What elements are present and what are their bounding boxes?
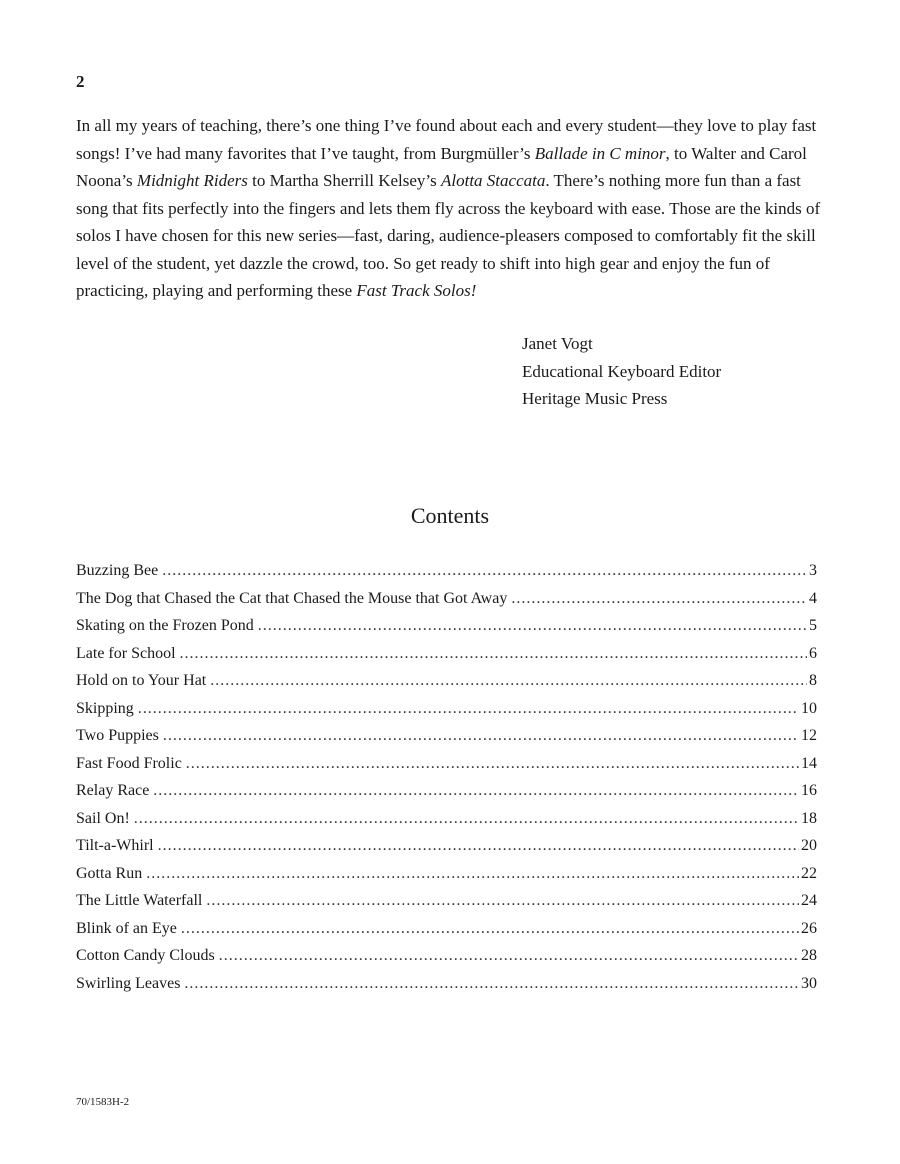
- toc-dot-leader: [158, 832, 799, 860]
- toc-entry-page: 24: [801, 892, 817, 909]
- intro-italic-title: Fast Track Solos!: [356, 281, 477, 300]
- toc-entry: [76, 860, 817, 888]
- page-number: 2: [76, 72, 85, 91]
- toc-dot-leader: [184, 970, 799, 998]
- intro-text-segment: to Martha Sherrill Kelsey’s: [247, 171, 441, 190]
- toc-entry: [76, 970, 817, 998]
- toc-entry: [76, 915, 817, 943]
- toc-entry-page: 30: [801, 974, 817, 992]
- toc-entry-page: 20: [801, 837, 817, 854]
- intro-text-segment: , to Walter and Carol Noona’s: [76, 143, 807, 190]
- toc-dot-leader: [210, 667, 807, 695]
- toc-entry-title: Relay Race: [76, 782, 150, 799]
- toc-entry-title: Hold on to Your Hat: [76, 672, 207, 689]
- toc-dot-leader: [206, 887, 799, 915]
- toc-dot-leader: [219, 942, 799, 970]
- intro-italic-title: Midnight Riders: [136, 171, 248, 190]
- toc-dot-leader: [258, 612, 807, 640]
- toc-entry-page: 10: [801, 699, 817, 717]
- toc-dot-leader: [163, 722, 799, 750]
- toc-dot-leader: [186, 750, 799, 778]
- toc-entry-page: 16: [801, 782, 817, 799]
- toc-entry: [76, 722, 817, 750]
- intro-italic-title: Ballade in C minor: [534, 143, 666, 163]
- intro-italic-title: Alotta Staccata: [441, 171, 546, 190]
- toc-entry: [76, 887, 817, 915]
- intro-paragraph: [76, 112, 836, 305]
- toc-dot-leader: [511, 585, 807, 613]
- intro-text: [76, 112, 836, 305]
- toc-entry-page: 12: [801, 727, 817, 744]
- toc-entry-title: Swirling Leaves: [76, 974, 181, 992]
- toc-entry: [76, 585, 817, 613]
- toc-entry-title: Fast Food Frolic: [76, 754, 182, 772]
- toc-entry: [76, 777, 817, 805]
- toc-entry: [76, 750, 817, 778]
- toc-entry-title: Sail On!: [76, 809, 130, 827]
- toc-entry-page: 6: [809, 644, 817, 662]
- toc-entry-title: Blink of an Eye: [76, 919, 177, 937]
- toc-dot-leader: [146, 860, 799, 888]
- toc-dot-leader: [180, 640, 807, 668]
- toc-entry-page: 28: [801, 947, 817, 964]
- toc-entry: [76, 557, 817, 585]
- toc-entry-page: 4: [809, 589, 817, 607]
- toc-entry: [76, 832, 817, 860]
- toc-entry: [76, 805, 817, 833]
- toc-entry-title: The Little Waterfall: [76, 892, 203, 909]
- contents-heading: Contents: [410, 503, 490, 528]
- toc-entry-title: The Dog that Chased the Cat that Chased the Mouse that Got Away: [76, 589, 508, 607]
- toc-dot-leader: [134, 805, 799, 833]
- toc-dot-leader: [153, 777, 799, 805]
- toc-entry: [76, 695, 817, 723]
- toc-entry-page: 8: [809, 672, 817, 689]
- toc-entry-page: 18: [801, 809, 817, 827]
- catalog-number: 70/1583H-2: [76, 1096, 130, 1108]
- signature-block: [522, 330, 721, 413]
- toc-dot-leader: [162, 557, 807, 585]
- toc-entry-page: 14: [801, 754, 817, 772]
- toc-entry-title: Two Puppies: [76, 727, 159, 744]
- toc-entry: [76, 612, 817, 640]
- intro-text-segment: . There’s nothing more fun than a fast song that fits perfectly into the fingers and lets them fly across the keyboard with ease. Those are the kinds of solos I have chosen for this new series—fast, daring, audience-pleasers composed to comfortably fit the skill level of the student, yet dazzle the crowd, too. So get ready to shift into high gear and enjoy the fun of practicing, playing and performing these: [76, 171, 821, 300]
- toc-entry: [76, 640, 817, 668]
- toc-entry-page: 5: [809, 617, 817, 634]
- toc-entry-page: 3: [809, 562, 817, 579]
- toc-entry: [76, 942, 817, 970]
- toc-entry-title: Gotta Run: [76, 864, 143, 882]
- toc-dot-leader: [138, 695, 799, 723]
- toc-entry-title: Buzzing Bee: [76, 562, 159, 579]
- toc-entry-title: Tilt-a-Whirl: [76, 837, 154, 854]
- toc-entry-title: Skipping: [76, 699, 134, 717]
- intro-text-segment: In all my years of teaching, there’s one thing I’ve found about each and every student—they love to play fast songs! I’ve had many favorites that I’ve taught, from Burgmüller’s: [76, 116, 817, 163]
- toc-entry-title: Skating on the Frozen Pond: [76, 617, 254, 634]
- toc-entry-title: Late for School: [76, 644, 176, 662]
- toc-dot-leader: [181, 915, 799, 943]
- toc-entry: [76, 667, 817, 695]
- toc-entry-title: Cotton Candy Clouds: [76, 947, 215, 964]
- toc-entry-page: 26: [801, 919, 817, 937]
- signature-name: Janet Vogt: [522, 334, 593, 353]
- signature-organization: Heritage Music Press: [522, 389, 668, 408]
- table-of-contents: [76, 557, 817, 997]
- signature-title: Educational Keyboard Editor: [522, 361, 722, 381]
- toc-entry-page: 22: [801, 864, 817, 882]
